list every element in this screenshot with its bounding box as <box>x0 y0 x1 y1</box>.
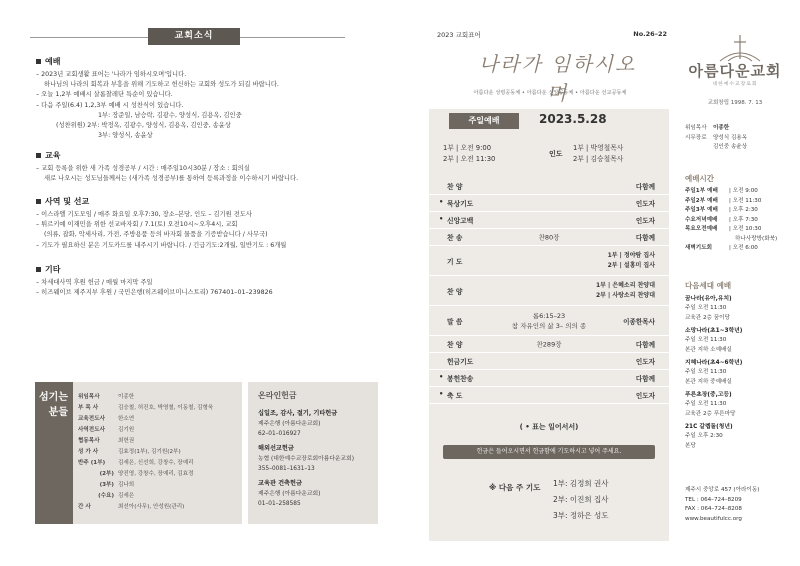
phone: TEL : 064–724–8209 <box>685 496 742 503</box>
order-row: 기 도 1부 | 정야람 집사 2부 | 설홍미 집사 <box>429 246 669 276</box>
left-header <box>0 28 345 44</box>
section-mission <box>36 196 376 251</box>
next-gen-worship <box>685 280 795 451</box>
community-groups: 아름다운 성령공동체 • 아름다운 신앙공동체 • 아름다운 선교공동체 <box>473 90 627 96</box>
service-times: 1부 | 오전 9:00 2부 | 오전 11:30 <box>443 144 496 163</box>
church-name: 아름다운교회 <box>688 62 782 80</box>
website-link[interactable]: www.beautifulcc.org <box>685 515 742 522</box>
list-item: 소망나라(초1~3학년) 주일 오전 11:30 본관 지하 소예배실 <box>685 328 743 353</box>
section-etc <box>36 264 376 298</box>
list-item: 푸른초장(중,고등) 주일 오전 11:30 교육관 2층 푸른마당 <box>685 392 736 417</box>
order-row: 말 씀 롬6:15–23 참 자유인의 삶 3– 의의 종 이종한목사 <box>429 306 669 336</box>
servants-box <box>35 382 242 524</box>
list-item: 위임목사 이종한 <box>78 394 135 400</box>
order-row: 헌금기도 인도자 <box>429 353 669 370</box>
motto-header <box>437 30 667 39</box>
list-item: (수요) 김세은 <box>98 493 135 499</box>
section-title: 예배시간 <box>685 174 714 183</box>
year-motto-label: 2023 교회표어 <box>437 31 481 39</box>
news-line: 새로 나오시는 성도님들께서는 (새가족 성경공부)를 통하여 등록과정을 이수하시기 바랍니다. <box>44 175 299 183</box>
section-education <box>36 150 376 184</box>
next-prayer-label: ※ 다음 주 기도 <box>489 483 541 492</box>
news-line: (의류, 잡화, 악세사리, 가전, 주방용품 등의 바자회 물품을 기증받습니다 / 사무국) <box>44 231 268 239</box>
worship-order-panel <box>429 109 669 541</box>
order-row: 찬 송 찬80장 다함께 <box>429 229 669 246</box>
fax: FAX : 064–724–8208 <box>685 506 742 512</box>
offering-account: 해외선교헌금 농협 (대한예수교장로회아름다운교회) 355–0081–1631–13 <box>258 445 354 472</box>
list-item: (3부) 김나희 <box>99 482 135 488</box>
order-row: • 축 도 인도자 <box>429 387 669 404</box>
news-line: – 다음 주일(6.4) 1,2,3부 예배 시 성찬식이 있습니다. <box>36 101 184 109</box>
servants-title: 섬기는 <box>39 392 68 403</box>
section-title: 다음세대 예배 <box>685 281 732 290</box>
list-item: 주일3부 예배 | 오후 2:30 <box>685 207 758 213</box>
list-item: 성 가 사 김효정(1부), 김기원(2부) <box>78 449 181 455</box>
worship-times <box>685 173 795 254</box>
order-row: • 봉헌찬송 다함께 <box>429 370 669 387</box>
list-item: 사역전도사 김기원 <box>78 427 135 433</box>
news-line: – 차세대사역 후원 헌금 / 매월 마지막 주일 <box>36 279 153 286</box>
list-item: 주일1부 예배 | 오전 9:00 <box>685 188 758 194</box>
list-item: 하나사랑방(화북) <box>735 235 778 242</box>
offering-notice: 헌금은 들어오시면서 헌금함에 기도하시고 넣어 주세요. <box>443 445 655 459</box>
news-line: – 2023년 교회생활 표어는 '나라가 임하시오며'입니다. <box>36 71 187 78</box>
church-news-title: 교회소식 <box>148 28 240 45</box>
servants-list <box>78 392 213 513</box>
order-row: • 신앙고백 인도자 <box>429 212 669 229</box>
service-leaders: 1부 | 박영철목사 2부 | 김승철목사 <box>573 144 624 163</box>
online-offering-title: 온라인헌금 <box>258 391 297 400</box>
list-item: 목요오전예배 | 오전 10:30 <box>685 226 762 232</box>
section-title: 사역 및 선교 <box>45 197 90 206</box>
motto-calligraphy: 나라가 임하시오며 <box>478 52 637 105</box>
list-item: 교육전도사 한소연 <box>78 416 135 422</box>
servants-title: 분들 <box>48 407 68 418</box>
news-line: (성찬위원) 2부: 박정옥, 김광수, 양성식, 김용옥, 김인중, 송윤상 <box>56 122 231 130</box>
order-row: • 묵상기도 인도자 <box>429 195 669 212</box>
service-tab: 주일예배 <box>449 113 519 129</box>
leader-label: 인도 <box>549 150 563 158</box>
news-line: – 오늘 1,2부 예배시 살롬찰레단 특순이 있습니다. <box>36 91 173 99</box>
online-offering-box <box>248 382 378 524</box>
issue-number: No.26–22 <box>633 30 667 38</box>
news-line: – 히즈웨이브 제주지부 후원 / 국민은행(히즈웨이브미니스트리) 767401–01–239826 <box>36 289 273 297</box>
list-item: 협동목사 최헌권 <box>78 438 135 444</box>
list-item: (2부) 양진영, 강창수, 장예리, 김효정 <box>99 471 194 477</box>
denomination: 대한예수교장로회 <box>712 82 758 87</box>
news-line: – 튀르키예 이재민을 위한 선교바자회 / 7.1(토) 오전10시~오후4시, 교회 <box>36 221 238 229</box>
stand-note: ( • 표는 일어서서) <box>519 423 579 431</box>
list-item: 꿈나라(유아,유치) 주일 오전 11:30 교육관 2층 꿈이당 <box>685 296 732 321</box>
founded-date: 교회창립 1998. 7. 13 <box>707 100 763 106</box>
service-date: 2023.5.28 <box>539 112 607 126</box>
news-line: 하나님의 나라의 회복과 부흥을 위해 기도하고 헌신하는 교회와 성도가 되길 바랍니다. <box>44 81 279 89</box>
list-item: 반주 (1부) 김세은, 신선희, 강창수, 장예리 <box>78 460 194 466</box>
list-item: 지혜나라(초4~6학년) 주일 오전 11:30 본관 지하 중예배실 <box>685 360 743 385</box>
order-row: 찬 양 다함께 <box>429 178 669 195</box>
news-line: – 이스라엘 기도모임 / 매주 화요일 오후7:30, 장소–본당, 인도 – 김기원 전도사 <box>36 211 252 218</box>
contact-info <box>685 486 795 524</box>
list-item: 부 목 사 김승철, 허진호, 박영철, 이동철, 김형욱 <box>78 405 214 411</box>
list-item: 간 사 최선아(사무), 안성원(관리) <box>78 504 185 510</box>
list-item: 21C 갈렙돌(청년) 주일 오후 2:30 본당 <box>685 424 733 449</box>
next-prayer-list: 1부: 김정희 권사 2부: 이진희 집사 3부: 정하은 성도 <box>553 479 609 520</box>
list-item: 수요저녁예배 | 오후 7:30 <box>685 216 758 223</box>
order-row: 찬 양 1부 | 은혜소리 찬양대 2부 | 사랑소리 찬양대 <box>429 276 669 306</box>
news-line: – 교회 등록을 위한 새 가족 성경공부 / 시간 : 매주일10시30분 / 장소 : 회의실 <box>36 165 250 172</box>
order-row: 찬 양 찬289장 다함께 <box>429 336 669 353</box>
list-item: 새벽기도회 | 오전 6:00 <box>685 245 758 251</box>
address: 제주시 중앙로 457 (아라이동) <box>685 487 760 493</box>
section-title: 기타 <box>45 265 61 274</box>
section-title: 교육 <box>45 151 61 160</box>
news-line: – 기도가 필요하신 분은 기도카드를 내주시기 바랍니다. / 긴급기도:2개월, 일반기도 : 6개월 <box>36 241 287 249</box>
order-of-worship <box>429 178 669 404</box>
pastor-info: 위임목사 이종한 시무장로 양성식 김용옥 김인중 송윤상 <box>685 125 748 150</box>
section-title: 예배 <box>45 57 61 66</box>
offering-account: 십일조, 감사, 절기, 기타헌금 제주은행 (아름다운교회) 62–01–016927 <box>258 410 338 437</box>
news-line: 3부: 양성식, 송윤상 <box>98 132 153 140</box>
list-item: 주일2부 예배 | 오전 11:30 <box>685 197 762 204</box>
section-worship <box>36 56 376 141</box>
news-line: 1부: 장준일, 남승락, 김광수, 양성식, 김용옥, 김인중 <box>98 111 242 119</box>
offering-account: 교육관 건축헌금 제주은행 (아름다운교회) 01–01–258585 <box>258 480 321 507</box>
